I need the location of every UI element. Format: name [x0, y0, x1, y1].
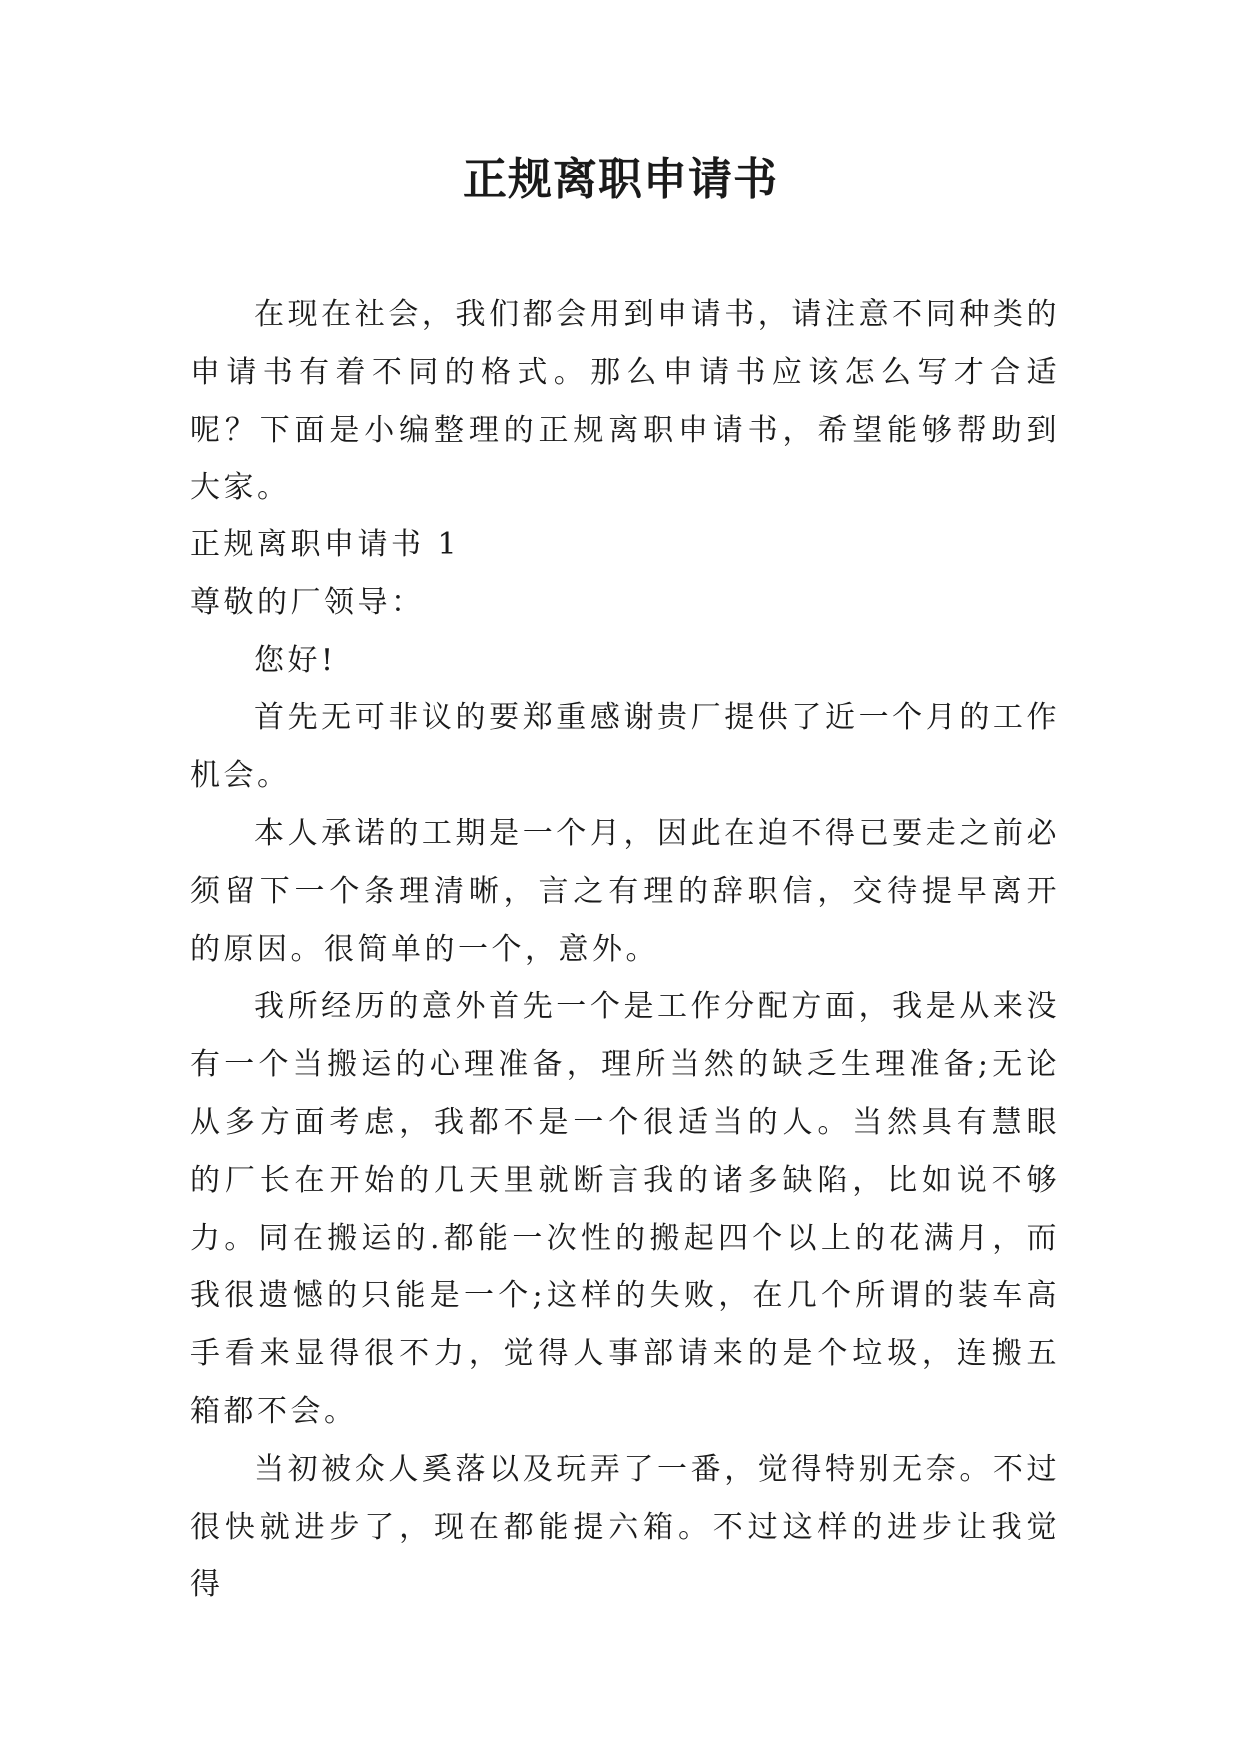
body-paragraph: 首先无可非议的要郑重感谢贵厂提供了近一个月的工作机会。	[190, 700, 1060, 794]
salutation: 尊敬的厂领导：	[190, 584, 425, 620]
body-paragraph: 我所经历的意外首先一个是工作分配方面，我是从来没有一个当搬运的心理准备，理所当然的缺乏生理准备;无论从多方面考虑，我都不是一个很适当的人。当然具有慧眼的厂长在开始的几天里就断言我的诸多缺陷，比如说不够力。同在搬运的.都能一次性的搬起四个以上的花满月，而我很遗憾的只能是一个;这样的失败，在几个所谓的装车高手看来显得很不力，觉得人事部请来的是个垃圾，连搬五箱都不会。	[190, 989, 1060, 1429]
document-title: 正规离职申请书	[463, 154, 778, 205]
letter-body	[190, 516, 1060, 1614]
body-paragraph: 本人承诺的工期是一个月，因此在迫不得已要走之前必须留下一个条理清晰，言之有理的辞职信，交待提早离开的原因。很简单的一个，意外。	[190, 815, 1060, 967]
section-heading: 正规离职申请书 1	[190, 527, 461, 562]
greeting: 您好!	[254, 642, 337, 678]
intro-paragraph: 在现在社会，我们都会用到申请书，请注意不同种类的申请书有着不同的格式。那么申请书应该怎么写才合适呢？下面是小编整理的正规离职申请书，希望能够帮助到大家。	[190, 297, 1060, 506]
body-paragraph: 当初被众人奚落以及玩弄了一番，觉得特别无奈。不过很快就进步了，现在都能提六箱。不过这样的进步让我觉得	[190, 1451, 1060, 1603]
